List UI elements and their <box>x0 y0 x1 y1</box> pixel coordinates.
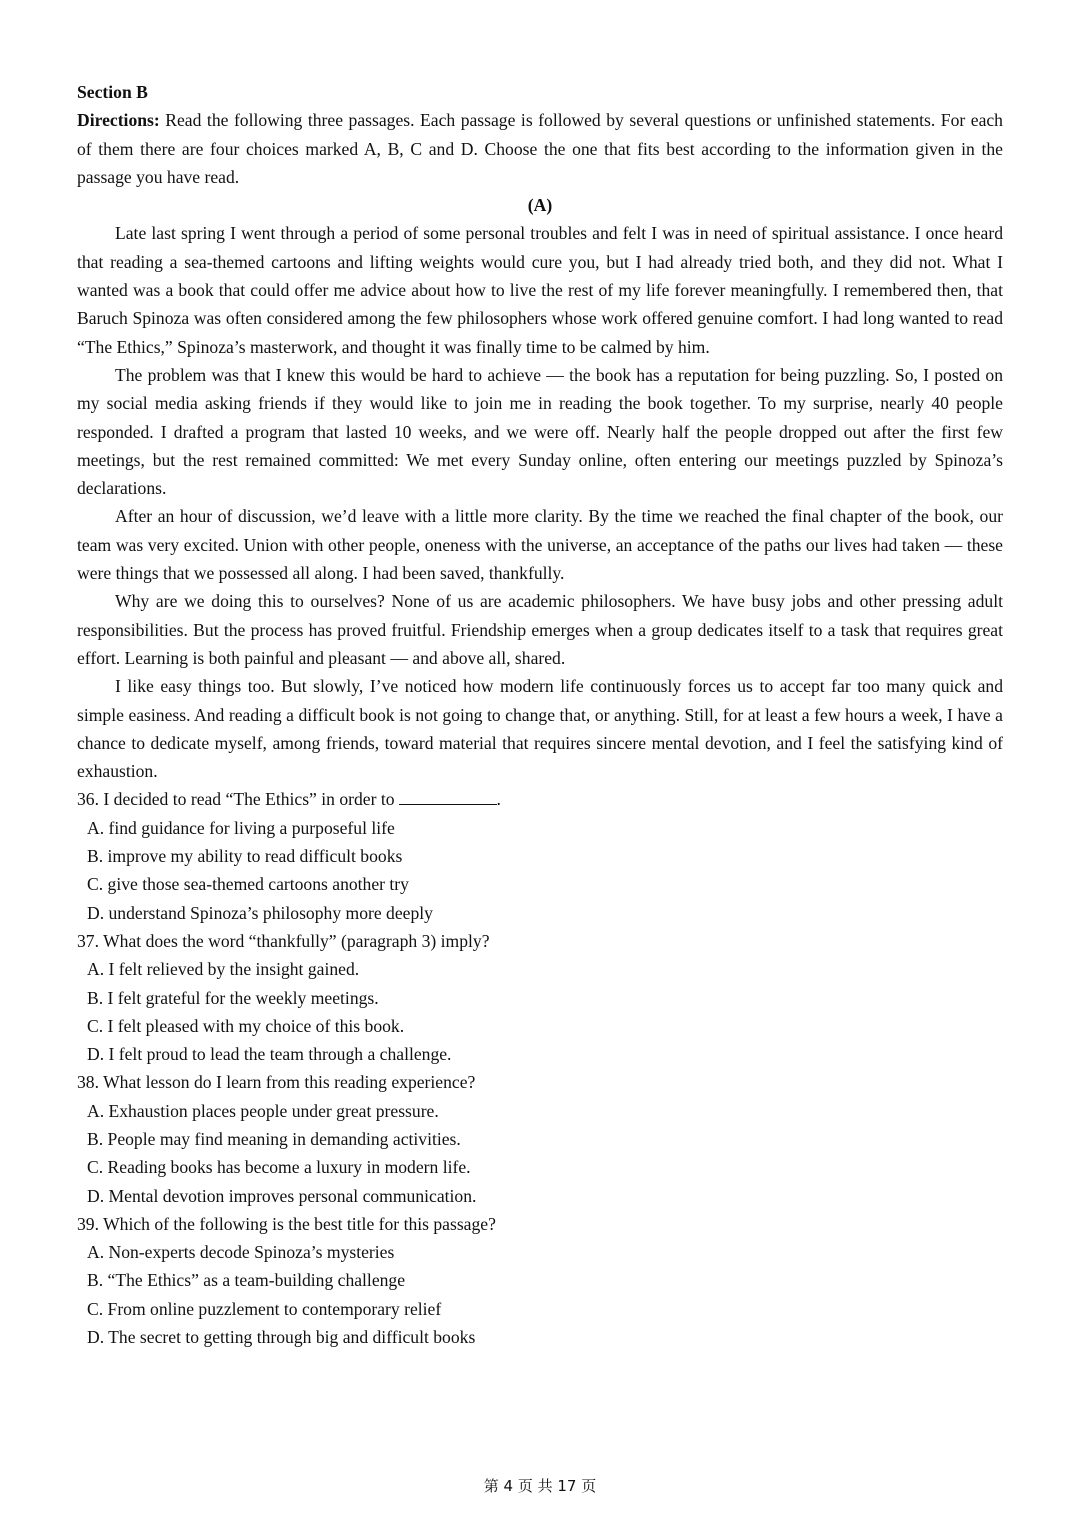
passage-paragraph: The problem was that I knew this would be hard to achieve — the book has a reputation for being puzzling. So, I posted on my social media asking friends if they would like to join me in reading the book together. To my surprise, nearly 40 people responded. I drafted a program that lasted 10 weeks, and we were off. Nearly half the people dropped out after the first few meetings, but the rest remained committed: We met every Sunday online, often entering our meetings puzzled by Spinoza’s declarations. <box>77 364 1003 499</box>
answer-blank[interactable] <box>399 786 497 805</box>
question-39 <box>77 1210 1003 1351</box>
directions-text: Read the following three passages. Each passage is followed by several questions or unfinished statements. For each of them there are four choices marked A, B, C and D. Choose the one that fits best according to the information given in the passage you have read. <box>77 110 1003 187</box>
option-b[interactable]: B. People may find meaning in demanding activities. <box>87 1128 461 1149</box>
passage-paragraph: Why are we doing this to ourselves? None of us are academic philosophers. We have busy jobs and other pressing adult responsibilities. But the process has proved fruitful. Friendship emerges when a group dedicates itself to a task that requires great effort. Learning is both painful and pleasant — and above all, shared. <box>77 591 1003 668</box>
option-b[interactable]: B. improve my ability to read difficult books <box>87 846 403 867</box>
page-content <box>77 78 1003 1351</box>
question-stem <box>77 785 1003 813</box>
section-title: Section B <box>77 82 148 102</box>
option-d[interactable]: D. Mental devotion improves personal communication. <box>87 1185 477 1206</box>
option-a[interactable]: A. Exhaustion places people under great pressure. <box>87 1100 439 1121</box>
question-stem: 37. What does the word “thankfully” (paragraph 3) imply? <box>77 930 490 951</box>
option-c[interactable]: C. I felt pleased with my choice of this book. <box>87 1015 405 1036</box>
question-stem: 39. Which of the following is the best title for this passage? <box>77 1213 496 1234</box>
passage-label: (A) <box>527 195 553 216</box>
option-c[interactable]: C. Reading books has become a luxury in modern life. <box>87 1157 471 1178</box>
question-36 <box>77 785 1003 926</box>
question-38 <box>77 1068 1003 1209</box>
question-37 <box>77 927 1003 1068</box>
question-stem-text: 36. I decided to read “The Ethics” in order to <box>77 789 395 810</box>
option-b[interactable]: B. I felt grateful for the weekly meetings. <box>87 987 379 1008</box>
page-number: 第 4 页 共 17 页 <box>483 1477 597 1495</box>
option-d[interactable]: D. understand Spinoza’s philosophy more deeply <box>87 902 433 923</box>
directions-label: Directions: <box>77 110 160 131</box>
option-b[interactable]: B. “The Ethics” as a team-building challenge <box>87 1270 406 1291</box>
option-a[interactable]: A. Non-experts decode Spinoza’s mysteries <box>87 1242 395 1263</box>
option-d[interactable]: D. I felt proud to lead the team through a challenge. <box>87 1044 452 1065</box>
passage-paragraph: I like easy things too. But slowly, I’ve noticed how modern life continuously forces us to accept far too many quick and simple easiness. And reading a difficult book is not going to change that, or anything. Still, for at least a few hours a week, I have a chance to dedicate myself, among friends, toward material that requires sincere mental devotion, and I feel the satisfying kind of exhaustion. <box>77 676 1003 782</box>
question-stem-suffix: . <box>496 789 501 810</box>
passage-paragraph: Late last spring I went through a period of some personal troubles and felt I was in need of spiritual assistance. I once heard that reading a sea-themed cartoons and lifting weights would cure you, but I had already tried both, and they did not. What I wanted was a book that could offer me advice about how to live the rest of my life forever meaningfully. I remembered then, that Baruch Spinoza was often considered among the few philosophers whose work offered genuine comfort. I had long wanted to read “The Ethics,” Spinoza’s masterwork, and thought it was finally time to be calmed by him. <box>77 223 1003 357</box>
directions <box>77 106 1003 191</box>
passage-paragraph: After an hour of discussion, we’d leave with a little more clarity. By the time we reached the final chapter of the book, our team was very excited. Union with other people, oneness with the universe, an acceptance of the paths our lives had taken — these were things that we possessed all along. I had been saved, thankfully. <box>77 506 1003 584</box>
question-stem: 38. What lesson do I learn from this reading experience? <box>77 1072 476 1093</box>
option-d[interactable]: D. The secret to getting through big and difficult books <box>87 1327 476 1348</box>
option-c[interactable]: C. From online puzzlement to contemporary relief <box>87 1298 442 1319</box>
option-a[interactable]: A. I felt relieved by the insight gained. <box>87 959 360 980</box>
option-a[interactable]: A. find guidance for living a purposeful life <box>87 817 395 838</box>
option-c[interactable]: C. give those sea-themed cartoons another try <box>87 874 409 895</box>
